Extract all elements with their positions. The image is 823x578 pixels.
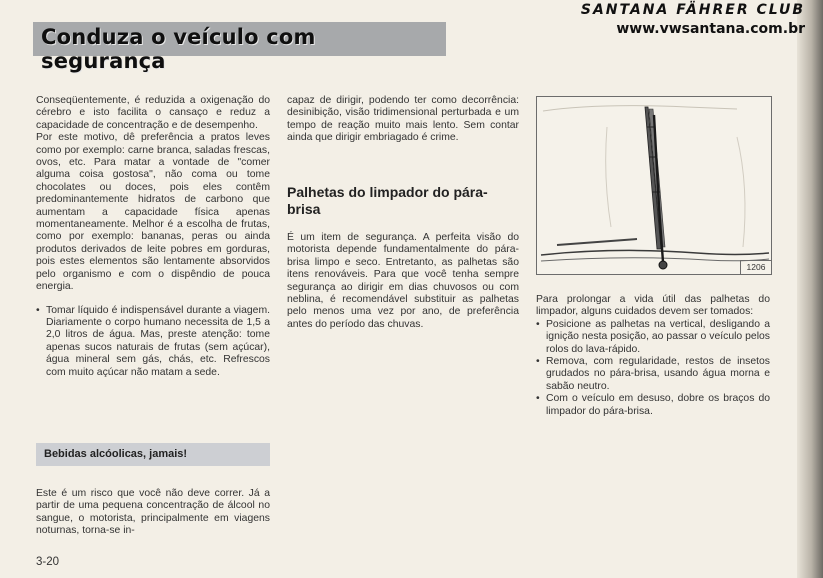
- bullet-mark: •: [536, 393, 540, 405]
- paragraph-oxygenation: Conseqüentemente, é reduzida a oxigenação do cérebro e isto facilita o cansaço e reduz a capacidade de concentração e de desempenho.: [36, 95, 270, 131]
- warning-box: [36, 443, 270, 466]
- warning-text: Bebidas alcóolicas, jamais!: [44, 448, 188, 460]
- bullet-text: Remova, com regularidade, restos de insetos grudados no pára-brisa, usando água morna e sabão neutro.: [546, 356, 770, 392]
- column-1-continued: [36, 488, 270, 538]
- column-2-continued: [287, 232, 519, 331]
- figure-number: 1206: [740, 260, 771, 274]
- page-number: 3-20: [36, 556, 60, 568]
- page-title: Conduza o veículo com segurança: [41, 25, 316, 73]
- column-3: [536, 294, 770, 418]
- column-2: [287, 95, 519, 145]
- bullet-mark: •: [536, 356, 540, 368]
- title-banner: [33, 22, 446, 73]
- club-name: SANTANA FÄHRER CLUB: [580, 2, 805, 18]
- bullet-fold-arms: [536, 393, 770, 418]
- bullet-remove-insects: [536, 356, 770, 393]
- bullet-text: Com o veículo em desuso, dobre os braços do limpador do pára-brisa.: [546, 393, 770, 417]
- paragraph-wiper-care-intro: Para prolongar a vida útil das palhetas do limpador, alguns cuidados devem ser tomados:: [536, 294, 770, 318]
- paragraph-alcohol-effects: capaz de dirigir, podendo ter como decorrência: desinibição, visão tridimensional perturbada e um tempo de reação muito mais lento. Sem contar ainda que dirigir embriagado é crime.: [287, 95, 519, 144]
- bullet-mark: •: [36, 304, 40, 316]
- paragraph-wiper-safety: É um item de segurança. A perfeita visão do motorista depende fundamentalmente do pára-brisa limpo e seco. Entretanto, as palhetas são itens renováveis. Para que você tenha sempre segurança ao dirigir em dias chuvosos ou com neblina, é recomendável substituir as palhetas pelo menos uma vez por ano, de preferência antes do período das chuvas.: [287, 232, 519, 330]
- wiper-illustration: [536, 96, 772, 275]
- page-binding-edge: [797, 0, 823, 578]
- bullet-wiper-vertical: [536, 319, 770, 356]
- wiper-drawing: [537, 97, 771, 274]
- column-1: [36, 95, 270, 379]
- bullet-hydration: [36, 305, 270, 379]
- bullet-text: Posicione as palhetas na vertical, desligando a ignição nesta posição, ao passar o veículo pelos rolos do lava-rápido.: [546, 318, 770, 355]
- bullet-mark: •: [536, 318, 540, 330]
- club-url: www.vwsantana.com.br: [616, 21, 805, 37]
- club-watermark: [581, 2, 805, 37]
- bullet-text: Tomar líquido é indispensável durante a viagem. Diariamente o corpo humano necessita de 1,5 a 2,0 litros de água. Mas, preste atenção: tome apenas sucos naturais de frutas (sem açúcar), água mineral sem gás, chás, etc. Refrescos com muito açúcar não matam a sede.: [46, 304, 270, 378]
- paragraph-light-meals: Por este motivo, dê preferência a pratos leves como por exemplo: carne branca, saladas frescas, ovos, etc. Para matar a vontade de "comer alguma coisa gostosa", não coma ou tome chocolates ou doces, pois eles contêm predominantemente hidratos de carbono que aumentam a capacidade física apenas momentaneamente. Melhor é a escolha de frutas, como por exemplo: bananas, peras ou ainda produtos derivados de leite pobres em gorduras, pois estes elementos são lentamente absorvidos pelo organismo e com o dispêndio de pouca energia.: [36, 132, 270, 293]
- paragraph-alcohol-risk: Este é um risco que você não deve correr. Já a partir de uma pequena concentração de álcool no sangue, o motorista, principalmente em viagens noturnas, torna-se in-: [36, 488, 270, 537]
- section-heading-wipers: Palhetas do limpador do pára-brisa: [287, 184, 488, 217]
